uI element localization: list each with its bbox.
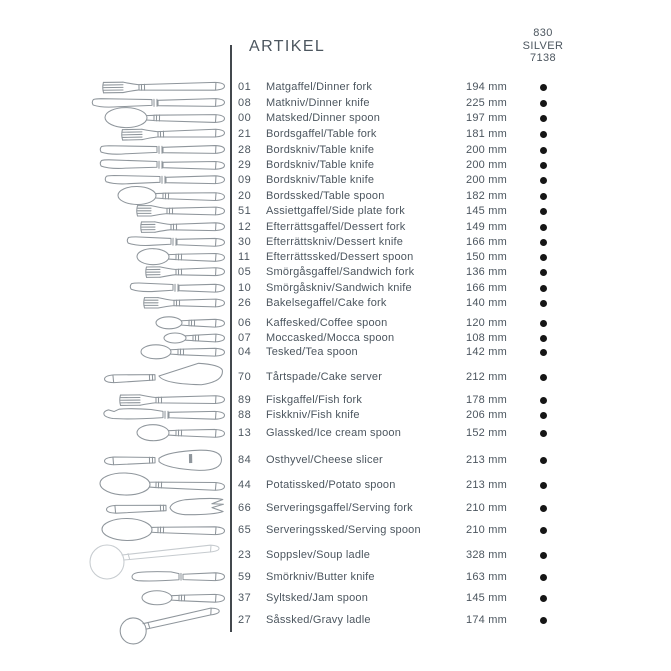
availability-dot xyxy=(540,397,547,404)
item-name: Serveringsgaffel/Serving fork xyxy=(266,502,413,514)
item-size: 212 mm xyxy=(466,371,507,383)
item-name: Osthyvel/Cheese slicer xyxy=(266,454,383,466)
item-number: 12 xyxy=(238,221,252,233)
table-row xyxy=(238,547,572,563)
item-number: 05 xyxy=(238,266,252,278)
table-row xyxy=(238,264,572,280)
table-row xyxy=(238,612,572,628)
item-number: 06 xyxy=(238,317,252,329)
availability-dot xyxy=(540,254,547,261)
availability-dot xyxy=(540,335,547,342)
item-size: 200 mm xyxy=(466,159,507,171)
item-number: 09 xyxy=(238,174,252,186)
availability-dot xyxy=(540,147,547,154)
availability-dot xyxy=(540,208,547,215)
availability-dot xyxy=(540,300,547,307)
item-number: 26 xyxy=(238,297,252,309)
item-name: Tesked/Tea spoon xyxy=(266,346,358,358)
table-row xyxy=(238,157,572,173)
availability-dot xyxy=(540,285,547,292)
table-row xyxy=(238,392,572,408)
table-row xyxy=(238,407,572,423)
item-name: Tårtspade/Cake server xyxy=(266,371,383,383)
availability-dot xyxy=(540,595,547,602)
availability-dot xyxy=(540,349,547,356)
availability-dot xyxy=(540,412,547,419)
item-size: 174 mm xyxy=(466,614,507,626)
availability-dot xyxy=(540,527,547,534)
item-name: Efterrättskniv/Dessert knife xyxy=(266,236,404,248)
availability-dot xyxy=(540,320,547,327)
availability-dot xyxy=(540,552,547,559)
item-size: 213 mm xyxy=(466,454,507,466)
item-size: 225 mm xyxy=(466,97,507,109)
item-size: 328 mm xyxy=(466,549,507,561)
item-size: 142 mm xyxy=(466,346,507,358)
table-row xyxy=(238,95,572,111)
table-row xyxy=(238,315,572,331)
availability-dot xyxy=(540,100,547,107)
item-name: Matsked/Dinner spoon xyxy=(266,112,381,124)
gravy-ladle-icon xyxy=(115,592,223,655)
item-name: Matgaffel/Dinner fork xyxy=(266,81,373,93)
item-size: 163 mm xyxy=(466,571,507,583)
item-size: 182 mm xyxy=(466,190,507,202)
item-size: 181 mm xyxy=(466,128,507,140)
table-row xyxy=(238,369,572,385)
item-size: 149 mm xyxy=(466,221,507,233)
table-row xyxy=(238,172,572,188)
table-row xyxy=(238,219,572,235)
item-number: 11 xyxy=(238,251,251,263)
availability-dot xyxy=(540,374,547,381)
availability-dot xyxy=(540,269,547,276)
item-number: 89 xyxy=(238,394,252,406)
item-name: Fiskgaffel/Fish fork xyxy=(266,394,363,406)
availability-dot xyxy=(540,482,547,489)
item-size: 200 mm xyxy=(466,174,507,186)
item-number: 08 xyxy=(238,97,252,109)
item-name: Bordsgaffel/Table fork xyxy=(266,128,377,140)
item-size: 200 mm xyxy=(466,144,507,156)
item-size: 108 mm xyxy=(466,332,507,344)
item-size: 210 mm xyxy=(466,502,507,514)
item-size: 197 mm xyxy=(466,112,507,124)
item-number: 88 xyxy=(238,409,252,421)
item-number: 27 xyxy=(238,614,252,626)
item-size: 206 mm xyxy=(466,409,507,421)
item-size: 145 mm xyxy=(466,592,507,604)
availability-dot xyxy=(540,239,547,246)
item-size: 120 mm xyxy=(466,317,507,329)
item-name: Soppslev/Soup ladle xyxy=(266,549,371,561)
item-size: 145 mm xyxy=(466,205,507,217)
item-name: Efterrättsgaffel/Dessert fork xyxy=(266,221,406,233)
item-number: 28 xyxy=(238,144,252,156)
table-row xyxy=(238,142,572,158)
item-name: Moccasked/Mocca spoon xyxy=(266,332,395,344)
item-number: 21 xyxy=(238,128,252,140)
item-size: 166 mm xyxy=(466,282,507,294)
availability-dot xyxy=(540,505,547,512)
availability-dot xyxy=(540,224,547,231)
item-number: 23 xyxy=(238,549,252,561)
item-number: 84 xyxy=(238,454,252,466)
table-row xyxy=(238,203,572,219)
item-name: Såssked/Gravy ladle xyxy=(266,614,371,626)
item-name: Smörgåsgaffel/Sandwich fork xyxy=(266,266,415,278)
item-name: Bordskniv/Table knife xyxy=(266,159,375,171)
item-number: 37 xyxy=(238,592,252,604)
availability-dot xyxy=(540,84,547,91)
item-name: Serveringssked/Serving spoon xyxy=(266,524,421,536)
item-number: 29 xyxy=(238,159,252,171)
item-name: Kaffesked/Coffee spoon xyxy=(266,317,388,329)
item-number: 51 xyxy=(238,205,252,217)
availability-dot xyxy=(540,574,547,581)
table-row xyxy=(238,126,572,142)
page-title: ARTIKEL xyxy=(249,38,326,55)
item-name: Bordskniv/Table knife xyxy=(266,174,375,186)
item-name: Potatissked/Potato spoon xyxy=(266,479,396,491)
item-number: 10 xyxy=(238,282,252,294)
table-row xyxy=(238,477,572,493)
item-size: 194 mm xyxy=(466,81,507,93)
table-row xyxy=(238,79,572,95)
availability-dot xyxy=(540,430,547,437)
item-size: 213 mm xyxy=(466,479,507,491)
item-name: Efterrättssked/Dessert spoon xyxy=(266,251,414,263)
series-number: 830 xyxy=(533,27,553,39)
item-number: 65 xyxy=(238,524,252,536)
table-row xyxy=(238,590,572,606)
item-size: 136 mm xyxy=(466,266,507,278)
item-size: 150 mm xyxy=(466,251,507,263)
series-code xyxy=(514,27,572,65)
table-row xyxy=(238,280,572,296)
item-number: 13 xyxy=(238,427,252,439)
availability-dot xyxy=(540,617,547,624)
item-name: Bordskniv/Table knife xyxy=(266,144,375,156)
item-name: Fiskkniv/Fish knife xyxy=(266,409,360,421)
item-size: 178 mm xyxy=(466,394,507,406)
item-number: 01 xyxy=(238,81,252,93)
item-number: 44 xyxy=(238,479,252,491)
availability-dot xyxy=(540,162,547,169)
item-name: Syltsked/Jam spoon xyxy=(266,592,369,604)
series-name: SILVER xyxy=(522,39,564,52)
item-size: 210 mm xyxy=(466,524,507,536)
table-row xyxy=(238,249,572,265)
vertical-divider xyxy=(230,45,232,632)
item-name: Bakelsegaffel/Cake fork xyxy=(266,297,387,309)
item-number: 20 xyxy=(238,190,252,202)
item-number: 00 xyxy=(238,112,252,124)
item-number: 04 xyxy=(238,346,252,358)
table-row xyxy=(238,234,572,250)
item-size: 152 mm xyxy=(466,427,507,439)
table-row xyxy=(238,425,572,441)
item-size: 140 mm xyxy=(466,297,507,309)
item-name: Glassked/Ice cream spoon xyxy=(266,427,402,439)
item-name: Bordssked/Table spoon xyxy=(266,190,385,202)
item-number: 07 xyxy=(238,332,252,344)
item-number: 59 xyxy=(238,571,252,583)
item-name: Matkniv/Dinner knife xyxy=(266,97,370,109)
item-number: 70 xyxy=(238,371,252,383)
availability-dot xyxy=(540,177,547,184)
item-size: 166 mm xyxy=(466,236,507,248)
table-row xyxy=(238,188,572,204)
series-model: 7138 xyxy=(529,52,557,64)
item-name: Assiettgaffel/Side plate fork xyxy=(266,205,405,217)
item-name: Smörgåskniv/Sandwich knife xyxy=(266,282,412,294)
table-row xyxy=(238,110,572,126)
availability-dot xyxy=(540,131,547,138)
table-row xyxy=(238,452,572,468)
availability-dot xyxy=(540,115,547,122)
table-row xyxy=(238,500,572,516)
table-row xyxy=(238,344,572,360)
table-row xyxy=(238,522,572,538)
item-name: Smörkniv/Butter knife xyxy=(266,571,375,583)
table-row xyxy=(238,295,572,311)
availability-dot xyxy=(540,193,547,200)
availability-dot xyxy=(540,457,547,464)
table-row xyxy=(238,569,572,585)
item-number: 30 xyxy=(238,236,252,248)
item-number: 66 xyxy=(238,502,252,514)
